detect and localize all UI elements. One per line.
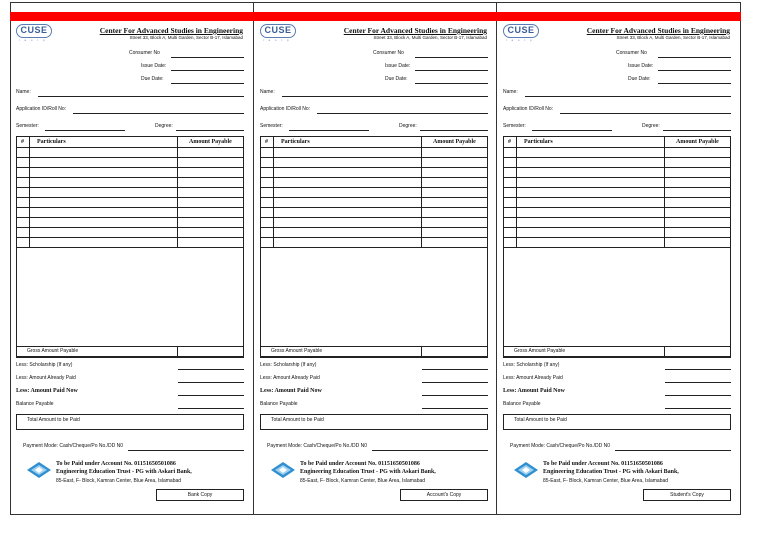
institute-name: Center For Advanced Studies in Engineering xyxy=(99,26,243,35)
payment-mode-label: Payment Mode: Cash/Cheque/Po No./DD N0 xyxy=(23,443,124,449)
table-row-line xyxy=(17,147,243,148)
col-particulars-header: Particulars xyxy=(37,139,66,145)
name-field[interactable] xyxy=(525,96,731,97)
already-paid-field[interactable] xyxy=(178,382,244,383)
table-column-line xyxy=(516,137,517,248)
consumer-no-field[interactable] xyxy=(415,57,488,58)
degree-field[interactable] xyxy=(176,130,244,131)
askari-bank-logo-icon xyxy=(26,461,52,479)
total-amount-label: Total Amount to be Paid xyxy=(27,417,80,423)
issue-date-field[interactable] xyxy=(415,70,488,71)
table-row-line xyxy=(504,177,730,178)
col-particulars-header: Particulars xyxy=(281,139,310,145)
table-row-line xyxy=(17,157,243,158)
table-row-line xyxy=(504,237,730,238)
paid-now-field[interactable] xyxy=(422,395,488,396)
table-row-line xyxy=(17,207,243,208)
paid-now-field[interactable] xyxy=(665,395,731,396)
trust-bank-line: Engineering Education Trust - PG with Askari Bank, xyxy=(543,469,679,475)
cuse-logo: CUSE xyxy=(503,24,539,38)
app-id-field[interactable] xyxy=(560,113,731,114)
paid-now-label: Less: Amount Paid Now xyxy=(260,388,322,394)
table-row-line xyxy=(17,187,243,188)
degree-field[interactable] xyxy=(420,130,488,131)
table-row-line xyxy=(261,157,487,158)
bank-address-line: 85-East, F- Block, Kamran Center, Blue Area, Islamabad xyxy=(56,478,182,484)
gross-amount-label: Gross Amount Payable xyxy=(514,348,566,354)
app-id-field[interactable] xyxy=(73,113,244,114)
trust-bank-line: Engineering Education Trust - PG with Askari Bank, xyxy=(300,469,436,475)
institute-header xyxy=(344,26,487,40)
table-row-line xyxy=(261,247,487,248)
consumer-no-label: Consumer No xyxy=(616,50,647,56)
issue-date-label: Issue Date: xyxy=(628,63,654,69)
table-column-line xyxy=(177,347,178,356)
payment-mode-field[interactable] xyxy=(615,450,731,451)
col-number-header: # xyxy=(265,139,268,145)
table-row-line xyxy=(261,197,487,198)
account-number-line: To be Paid under Account No. 01151650501086 xyxy=(56,461,176,467)
table-row-line xyxy=(17,217,243,218)
col-number-header: # xyxy=(508,139,511,145)
particulars-table xyxy=(260,136,488,358)
table-row-line xyxy=(504,157,730,158)
table-row-line xyxy=(504,217,730,218)
table-row-line xyxy=(504,197,730,198)
table-row-line xyxy=(17,247,243,248)
institute-name: Center For Advanced Studies in Engineering xyxy=(343,26,487,35)
degree-label: Degree: xyxy=(642,123,660,129)
gross-amount-row xyxy=(503,346,731,357)
table-column-line xyxy=(664,137,665,248)
consumer-no-field[interactable] xyxy=(171,57,244,58)
paid-now-label: Less: Amount Paid Now xyxy=(503,388,565,394)
table-column-line xyxy=(177,137,178,248)
balance-field[interactable] xyxy=(422,408,488,409)
table-row-line xyxy=(17,177,243,178)
due-date-field[interactable] xyxy=(658,83,731,84)
already-paid-label: Less: Amount Already Paid xyxy=(260,375,320,381)
copy-type-label: Account's Copy xyxy=(400,489,488,501)
due-date-field[interactable] xyxy=(171,83,244,84)
table-column-line xyxy=(421,137,422,248)
table-row-line xyxy=(261,187,487,188)
gross-amount-label: Gross Amount Payable xyxy=(271,348,323,354)
scholarship-label: Less: Scholarship (If any) xyxy=(260,362,317,368)
askari-bank-logo-icon xyxy=(270,461,296,479)
col-amount-header: Amount Payable xyxy=(189,139,232,145)
voucher-copy xyxy=(497,21,740,515)
col-number-header: # xyxy=(21,139,24,145)
institute-header xyxy=(100,26,243,40)
col-amount-header: Amount Payable xyxy=(676,139,719,145)
balance-field[interactable] xyxy=(665,408,731,409)
table-row-line xyxy=(504,147,730,148)
gross-amount-label: Gross Amount Payable xyxy=(27,348,79,354)
name-label: Name: xyxy=(16,89,31,95)
table-row-line xyxy=(504,167,730,168)
table-row-line xyxy=(17,197,243,198)
issue-date-field[interactable] xyxy=(658,70,731,71)
particulars-table xyxy=(503,136,731,358)
table-row-line xyxy=(504,207,730,208)
institute-name: Center For Advanced Studies in Engineering xyxy=(586,26,730,35)
degree-label: Degree: xyxy=(399,123,417,129)
semester-field[interactable] xyxy=(289,130,369,131)
total-amount-label: Total Amount to be Paid xyxy=(514,417,567,423)
already-paid-label: Less: Amount Already Paid xyxy=(503,375,563,381)
logo-subtext: i a s t p xyxy=(263,38,291,42)
table-row-line xyxy=(261,167,487,168)
table-row-line xyxy=(17,227,243,228)
askari-bank-logo-icon xyxy=(513,461,539,479)
name-label: Name: xyxy=(260,89,275,95)
cuse-logo: CUSE xyxy=(260,24,296,38)
consumer-no-field[interactable] xyxy=(658,57,731,58)
institute-address: Street 33, Block A, Multi Garden, Sector B-17, Islamabad xyxy=(373,35,487,40)
due-date-label: Due Date: xyxy=(628,76,651,82)
semester-field[interactable] xyxy=(532,130,612,131)
payment-mode-field[interactable] xyxy=(128,450,244,451)
degree-field[interactable] xyxy=(663,130,731,131)
col-amount-header: Amount Payable xyxy=(433,139,476,145)
table-column-line xyxy=(664,347,665,356)
table-column-line xyxy=(29,137,30,248)
table-row-line xyxy=(504,187,730,188)
already-paid-field[interactable] xyxy=(422,382,488,383)
table-row-line xyxy=(261,177,487,178)
consumer-no-label: Consumer No xyxy=(373,50,404,56)
semester-field[interactable] xyxy=(45,130,125,131)
balance-label: Balance Payable xyxy=(260,401,298,407)
name-field[interactable] xyxy=(38,96,244,97)
copy-type-label: Student's Copy xyxy=(643,489,731,501)
name-field[interactable] xyxy=(282,96,488,97)
particulars-table xyxy=(16,136,244,358)
total-amount-box[interactable] xyxy=(503,414,731,430)
institute-address: Street 33, Block A, Multi Garden, Sector B-17, Islamabad xyxy=(129,35,243,40)
table-row-line xyxy=(261,147,487,148)
bank-address-line: 85-East, F- Block, Kamran Center, Blue Area, Islamabad xyxy=(300,478,426,484)
paid-now-label: Less: Amount Paid Now xyxy=(16,388,78,394)
table-row-line xyxy=(261,227,487,228)
issue-date-label: Issue Date: xyxy=(385,63,411,69)
payment-mode-field[interactable] xyxy=(372,450,488,451)
table-row-line xyxy=(504,227,730,228)
already-paid-field[interactable] xyxy=(665,382,731,383)
already-paid-label: Less: Amount Already Paid xyxy=(16,375,76,381)
payment-mode-label: Payment Mode: Cash/Cheque/Po No./DD N0 xyxy=(267,443,368,449)
gross-amount-row xyxy=(260,346,488,357)
col-particulars-header: Particulars xyxy=(524,139,553,145)
table-row-line xyxy=(17,237,243,238)
gross-amount-row xyxy=(16,346,244,357)
top-divider xyxy=(496,2,497,12)
balance-label: Balance Payable xyxy=(16,401,54,407)
consumer-no-label: Consumer No xyxy=(129,50,160,56)
due-date-field[interactable] xyxy=(415,83,488,84)
scholarship-label: Less: Scholarship (If any) xyxy=(16,362,73,368)
table-row-line xyxy=(504,247,730,248)
degree-label: Degree: xyxy=(155,123,173,129)
total-amount-box[interactable] xyxy=(16,414,244,430)
institute-header xyxy=(587,26,730,40)
bank-address-line: 85-East, F- Block, Kamran Center, Blue Area, Islamabad xyxy=(543,478,669,484)
total-amount-box[interactable] xyxy=(260,414,488,430)
app-id-label: Application ID/Roll No: xyxy=(260,106,311,112)
cuse-logo: CUSE xyxy=(16,24,52,38)
due-date-label: Due Date: xyxy=(385,76,408,82)
semester-label: Semester: xyxy=(503,123,526,129)
table-row-line xyxy=(261,217,487,218)
copy-type-label: Bank Copy xyxy=(156,489,244,501)
payment-mode-label: Payment Mode: Cash/Cheque/Po No./DD N0 xyxy=(510,443,611,449)
due-date-label: Due Date: xyxy=(141,76,164,82)
app-id-field[interactable] xyxy=(317,113,488,114)
voucher-copy xyxy=(10,21,253,515)
balance-label: Balance Payable xyxy=(503,401,541,407)
logo-subtext: i a s t p xyxy=(19,38,47,42)
semester-label: Semester: xyxy=(16,123,39,129)
trust-bank-line: Engineering Education Trust - PG with Askari Bank, xyxy=(56,469,192,475)
top-red-bar xyxy=(10,12,741,21)
top-divider xyxy=(253,2,254,12)
balance-field[interactable] xyxy=(178,408,244,409)
table-row-line xyxy=(261,207,487,208)
institute-address: Street 33, Block A, Multi Garden, Sector B-17, Islamabad xyxy=(616,35,730,40)
scholarship-field[interactable] xyxy=(422,369,488,370)
issue-date-label: Issue Date: xyxy=(141,63,167,69)
total-amount-label: Total Amount to be Paid xyxy=(271,417,324,423)
account-number-line: To be Paid under Account No. 01151650501086 xyxy=(300,461,420,467)
scholarship-field[interactable] xyxy=(665,369,731,370)
scholarship-field[interactable] xyxy=(178,369,244,370)
issue-date-field[interactable] xyxy=(171,70,244,71)
name-label: Name: xyxy=(503,89,518,95)
paid-now-field[interactable] xyxy=(178,395,244,396)
logo-subtext: i a s t p xyxy=(506,38,534,42)
semester-label: Semester: xyxy=(260,123,283,129)
table-row-line xyxy=(17,167,243,168)
scholarship-label: Less: Scholarship (If any) xyxy=(503,362,560,368)
voucher-copy xyxy=(254,21,497,515)
table-column-line xyxy=(421,347,422,356)
account-number-line: To be Paid under Account No. 01151650501086 xyxy=(543,461,663,467)
table-column-line xyxy=(273,137,274,248)
app-id-label: Application ID/Roll No: xyxy=(503,106,554,112)
app-id-label: Application ID/Roll No: xyxy=(16,106,67,112)
table-row-line xyxy=(261,237,487,238)
